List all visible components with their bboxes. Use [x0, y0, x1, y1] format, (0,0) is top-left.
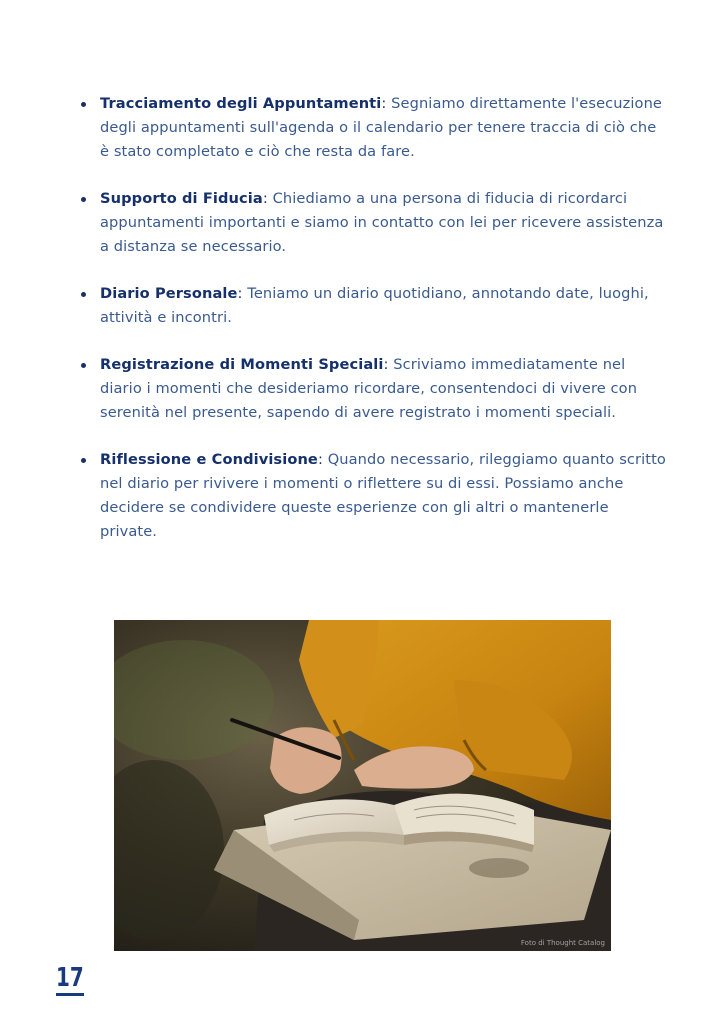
- bullet-dot: [81, 363, 86, 368]
- bullet-description: Scriviamo immediatamente nel diario i momenti che desideriamo ricordare, consentendoci di vivere con serenità nel presente, sapendo di avere registrato i momenti speciali.: [100, 356, 638, 421]
- bullet-item: Tracciamento degli Appuntamenti: Segniamo direttamente l'esecuzione degli appuntamenti sull'agenda o il calendario per tenere traccia di ciò che è stato completato e ciò che resta da fare.: [78, 92, 668, 164]
- journal-writing-photo: [114, 620, 611, 951]
- bullet-item: Riflessione e Condivisione: Quando necessario, rileggiamo quanto scritto nel diario per rivivere i momenti o riflettere su di essi. Possiamo anche decidere se condividere queste esperienze con gli altri o mantenerle private.: [78, 448, 668, 544]
- bullet-item: Diario Personale: Teniamo un diario quotidiano, annotando date, luoghi, attività e incontri.: [78, 282, 668, 330]
- bullet-description: Teniamo un diario quotidiano, annotando date, luoghi, attività e incontri.: [100, 285, 649, 326]
- bullet-term: Tracciamento degli Appuntamenti: [100, 95, 382, 112]
- bullet-dot: [81, 102, 86, 107]
- bullet-term: Riflessione e Condivisione: [100, 451, 318, 468]
- bullet-dot: [81, 292, 86, 297]
- bullet-item: Supporto di Fiducia: Chiediamo a una persona di fiducia di ricordarci appuntamenti importanti e siamo in contatto con lei per ricevere assistenza a distanza se necessario.: [78, 187, 668, 259]
- bullet-term: Registrazione di Momenti Speciali: [100, 356, 384, 373]
- page-number: 17: [56, 964, 84, 996]
- bullet-list: [78, 92, 668, 567]
- bullet-description: Quando necessario, rileggiamo quanto scritto nel diario per rivivere i momenti o riflettere su di essi. Possiamo anche decidere se condividere queste esperienze con gli altri o mantenerle private.: [100, 451, 666, 540]
- bullet-dot: [81, 197, 86, 202]
- bullet-term: Supporto di Fiducia: [100, 190, 263, 207]
- bullet-description: Segniamo direttamente l'esecuzione degli appuntamenti sull'agenda o il calendario per tenere traccia di ciò che è stato completato e ciò che resta da fare.: [100, 95, 662, 160]
- bullet-dot: [81, 458, 86, 463]
- bullet-item: Registrazione di Momenti Speciali: Scriviamo immediatamente nel diario i momenti che desideriamo ricordare, consentendoci di vivere con serenità nel presente, sapendo di avere registrato i momenti speciali.: [78, 353, 668, 425]
- photo-credit: Foto di Thought Catalog: [520, 939, 605, 947]
- bullet-description: Chiediamo a una persona di fiducia di ricordarci appuntamenti importanti e siamo in contatto con lei per ricevere assistenza a distanza se necessario.: [100, 190, 664, 255]
- bullet-term: Diario Personale: [100, 285, 238, 302]
- photo-illustration: [114, 620, 611, 951]
